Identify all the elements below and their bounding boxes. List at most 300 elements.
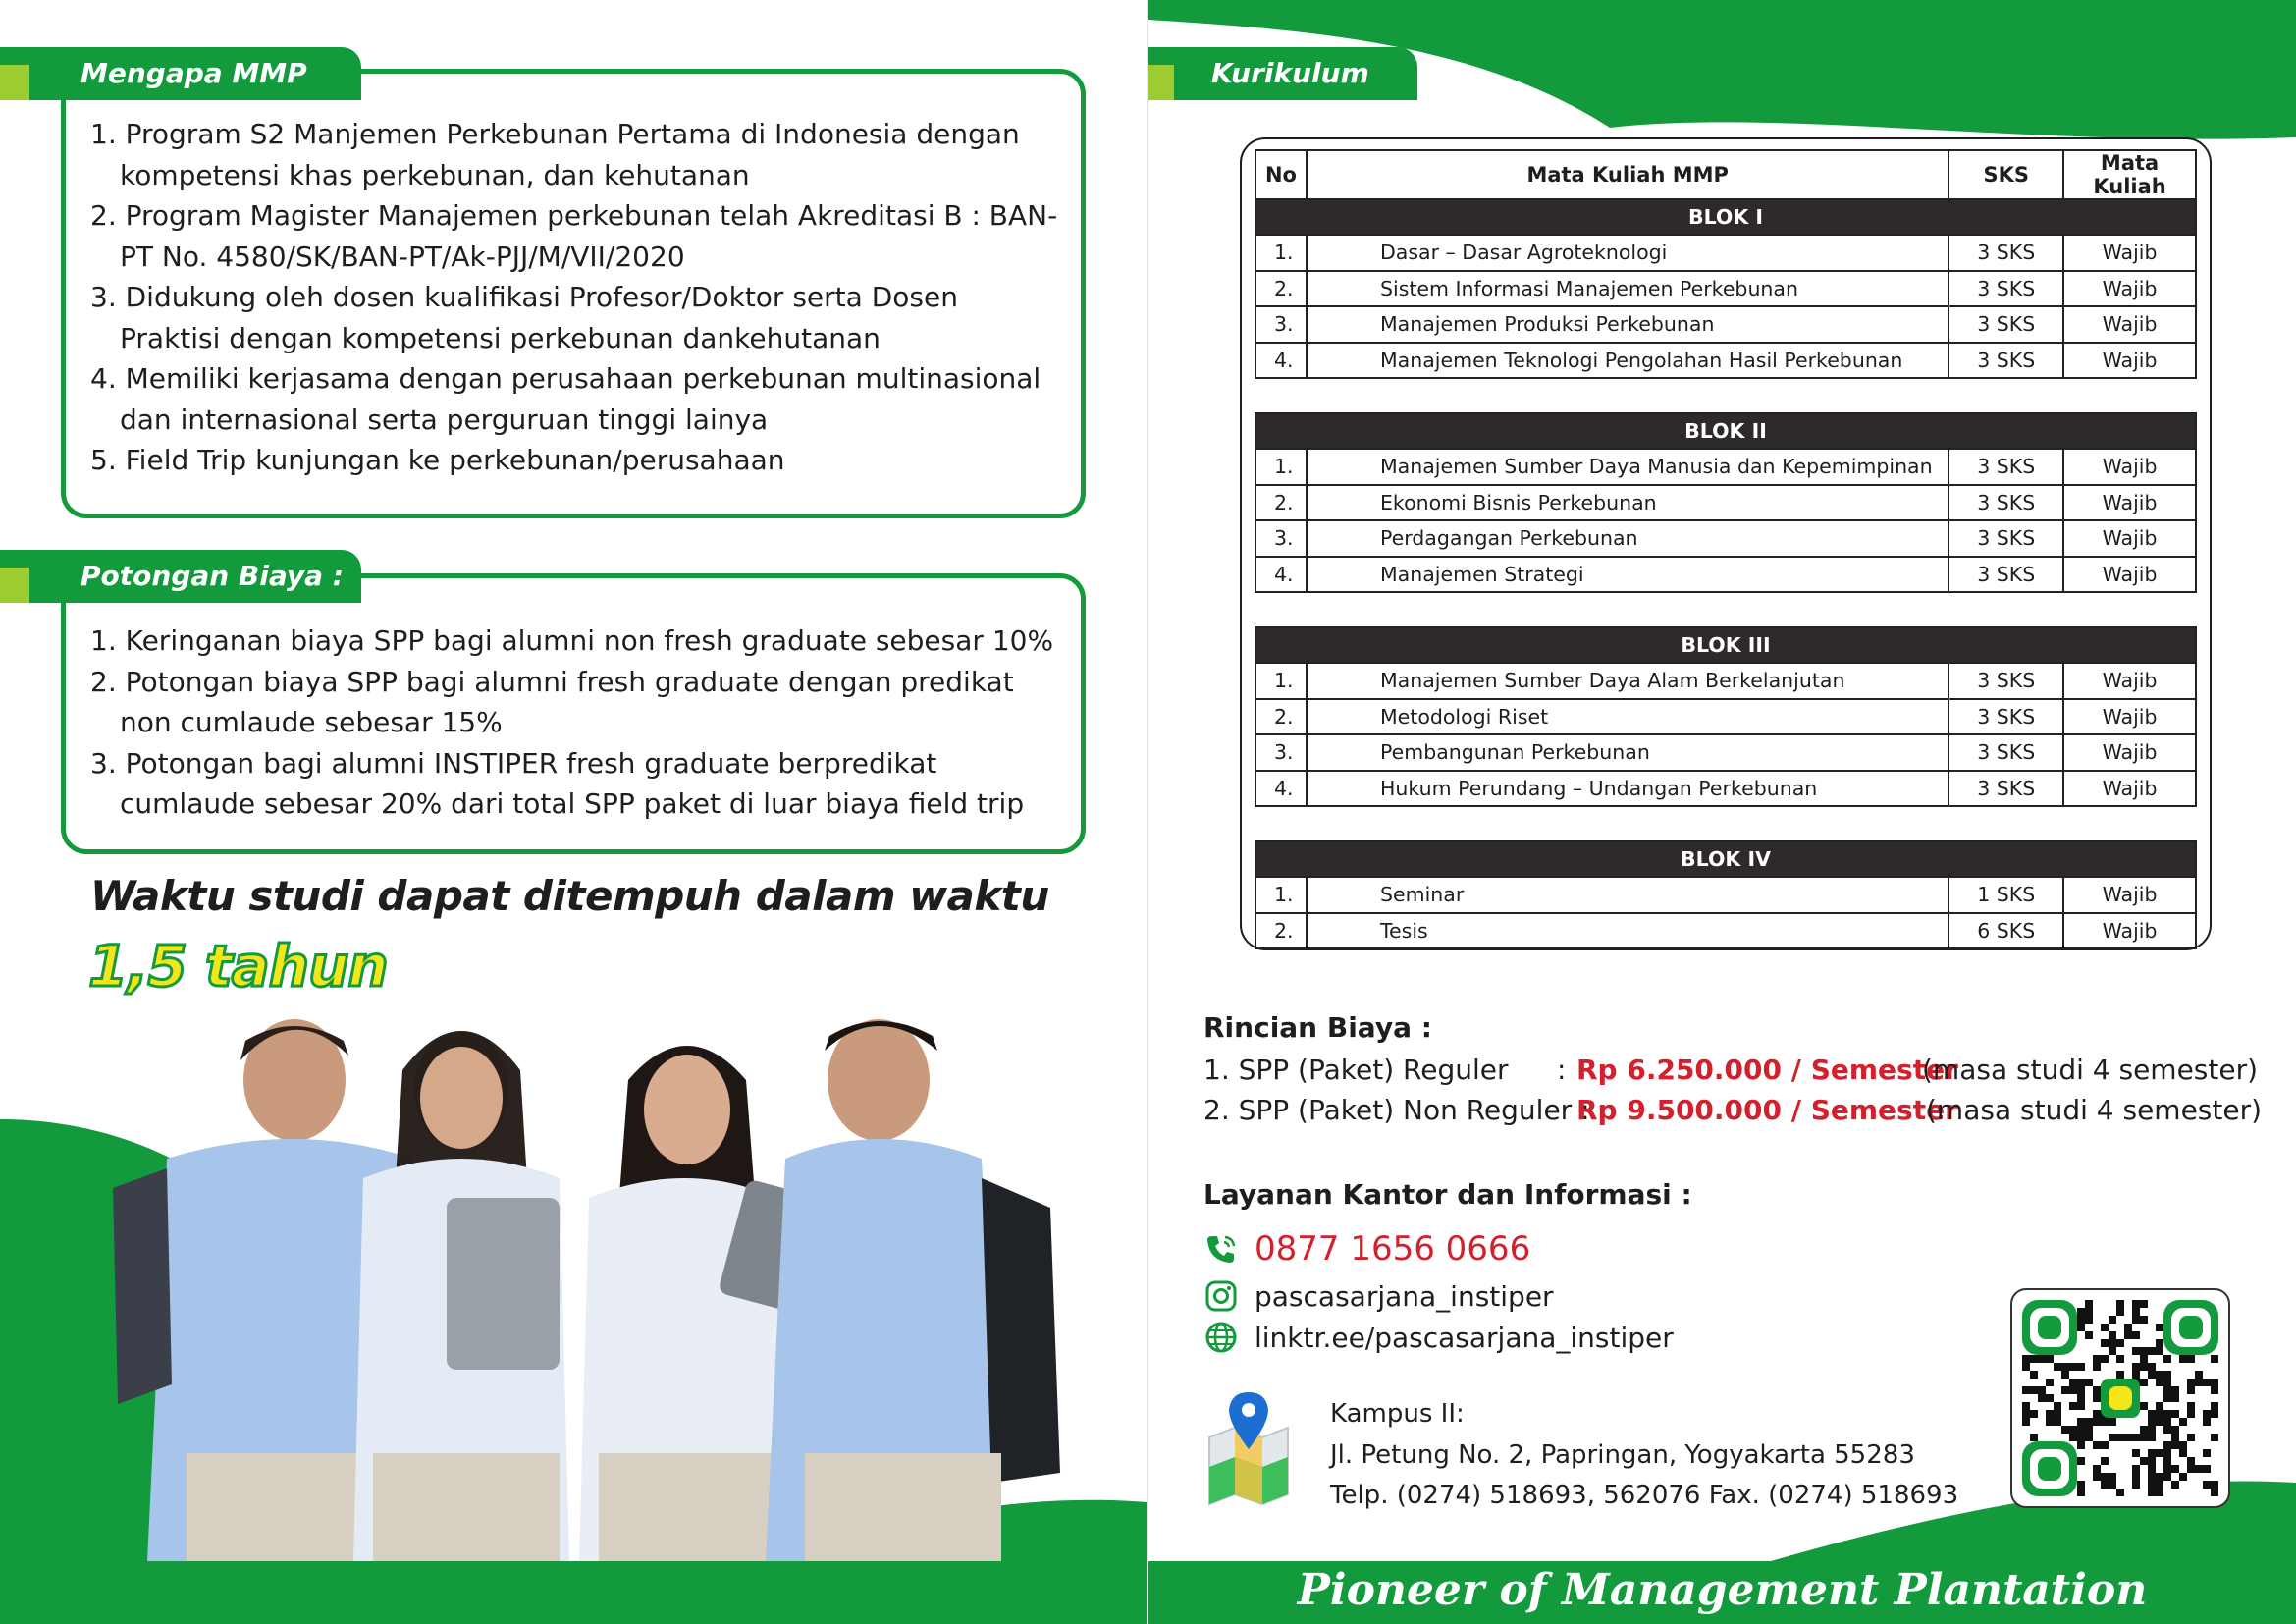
row-no: 3. (1255, 520, 1307, 557)
fees-title: Rincian Biaya : (1203, 1011, 1432, 1044)
qr-module (2187, 1355, 2195, 1363)
table-row (1255, 771, 2196, 807)
qr-code[interactable] (2010, 1288, 2230, 1508)
course-name: Manajemen Produksi Perkebunan (1307, 306, 1949, 343)
block-name: BLOK IV (1255, 841, 2196, 877)
qr-module (2085, 1331, 2093, 1339)
qr-module (2054, 1418, 2061, 1426)
qr-module (2132, 1449, 2140, 1457)
table-row (1255, 520, 2196, 557)
qr-module (2187, 1410, 2195, 1418)
qr-module (2171, 1481, 2179, 1489)
qr-module (2179, 1449, 2187, 1457)
qr-module (2148, 1371, 2156, 1379)
list-item: 5. Field Trip kunjungan ke perkebunan/perusahaan (90, 444, 785, 476)
qr-module (2101, 1481, 2109, 1489)
qr-module (2156, 1473, 2163, 1481)
table-row (1255, 734, 2196, 771)
qr-module (2132, 1331, 2140, 1339)
qr-module (2156, 1481, 2163, 1489)
qr-module (2187, 1457, 2195, 1465)
qr-module (2077, 1316, 2085, 1324)
course-sks: 3 SKS (1949, 557, 2063, 593)
qr-module (2163, 1449, 2171, 1457)
row-no: 4. (1255, 557, 1307, 593)
course-type: Wajib (2063, 771, 2196, 807)
course-type: Wajib (2063, 913, 2196, 949)
discount-tab (0, 550, 361, 603)
qr-module (2093, 1394, 2101, 1402)
qr-module (2069, 1363, 2077, 1371)
qr-module (2093, 1465, 2101, 1473)
fee-row (1203, 1090, 2283, 1130)
qr-module (2030, 1434, 2038, 1441)
qr-module (2132, 1300, 2140, 1308)
qr-module (2140, 1355, 2148, 1363)
qr-pattern (2022, 1300, 2218, 1496)
qr-module (2077, 1426, 2085, 1434)
qr-module (2085, 1308, 2093, 1316)
qr-module (2140, 1457, 2148, 1465)
qr-module (2163, 1410, 2171, 1418)
list-item: 2. Program Magister Manajemen perkebunan telah Akreditasi B : BAN-PT No. 4580/SK/BAN-PT/Ak-PJJ/M/VII/2020 (90, 199, 1058, 273)
table-row (1255, 663, 2196, 699)
map-pin-icon (1201, 1388, 1296, 1506)
course-sks: 3 SKS (1949, 485, 2063, 521)
block-gap (1255, 378, 2196, 413)
fee-label: 1. SPP (Paket) Reguler (1203, 1054, 1509, 1086)
qr-module (2085, 1426, 2093, 1434)
qr-module (2046, 1410, 2054, 1418)
qr-module (2077, 1441, 2085, 1449)
qr-module (2085, 1300, 2093, 1308)
qr-module (2195, 1465, 2203, 1473)
course-name: Metodologi Riset (1307, 699, 1949, 735)
list-item: 3. Potongan bagi alumni INSTIPER fresh graduate berpredikat cumlaude sebesar 20% dari total SPP paket di luar biaya field trip (90, 746, 1025, 820)
qr-module (2179, 1441, 2187, 1449)
students-photo (0, 1011, 1147, 1624)
fee-note: (masa studi 4 semester) (1922, 1054, 2259, 1086)
course-sks: 3 SKS (1949, 734, 2063, 771)
list-item: 1. Program S2 Manjemen Perkebunan Pertama di Indonesia dengan kompetensi khas perkebunan, dan kehutanan (90, 118, 1020, 191)
course-type: Wajib (2063, 557, 2196, 593)
table-row (1255, 485, 2196, 521)
course-name: Hukum Perundang – Undangan Perkebunan (1307, 771, 1949, 807)
qr-module (2124, 1324, 2132, 1331)
qr-module (2124, 1434, 2132, 1441)
course-sks: 3 SKS (1949, 343, 2063, 379)
qr-module (2140, 1426, 2148, 1434)
list-item: 3. Didukung oleh dosen kualifikasi Profesor/Doktor serta Dosen Praktisi dengan kompetensi perkebunan dankehutanan (90, 281, 958, 354)
fee-note: (masa studi 4 semester) (1926, 1094, 2263, 1126)
qr-module (2163, 1386, 2171, 1394)
qr-module (2093, 1355, 2101, 1363)
why-title: Mengapa MMP (80, 57, 307, 89)
qr-module (2061, 1386, 2069, 1394)
qr-module (2069, 1426, 2077, 1434)
qr-module (2030, 1410, 2038, 1418)
table-row (1255, 557, 2196, 593)
course-sks: 3 SKS (1949, 520, 2063, 557)
qr-module (2140, 1434, 2148, 1441)
qr-module (2148, 1473, 2156, 1481)
qr-module (2203, 1410, 2211, 1418)
qr-module (2195, 1379, 2203, 1386)
qr-module (2077, 1363, 2085, 1371)
qr-module (2211, 1410, 2218, 1418)
qr-module (2163, 1473, 2171, 1481)
qr-module (2203, 1379, 2211, 1386)
qr-module (2211, 1386, 2218, 1394)
block-header-row (1255, 841, 2196, 877)
qr-module (2211, 1489, 2218, 1496)
qr-module (2132, 1371, 2140, 1379)
qr-module (2093, 1410, 2101, 1418)
qr-module (2156, 1324, 2163, 1331)
table-header-row (1255, 150, 2196, 199)
qr-module (2124, 1331, 2132, 1339)
qr-module (2046, 1418, 2054, 1426)
qr-module (2077, 1481, 2085, 1489)
block-name: BLOK I (1255, 199, 2196, 235)
row-no: 4. (1255, 343, 1307, 379)
phone-icon (1203, 1231, 1239, 1267)
qr-module (2179, 1355, 2187, 1363)
fee-label: 2. SPP (Paket) Non Reguler : (1203, 1094, 1590, 1126)
why-tab (0, 47, 361, 100)
qr-module (2030, 1386, 2038, 1394)
header-no: No (1255, 150, 1307, 199)
qr-module (2116, 1489, 2124, 1496)
qr-module (2148, 1457, 2156, 1465)
course-name: Seminar (1307, 877, 1949, 913)
row-no: 2. (1255, 699, 1307, 735)
block-name: BLOK III (1255, 627, 2196, 663)
course-type: Wajib (2063, 520, 2196, 557)
fee-row (1203, 1050, 2283, 1090)
qr-module (2077, 1489, 2085, 1496)
qr-module (2109, 1418, 2116, 1426)
row-no: 2. (1255, 271, 1307, 307)
list-item: 2. Potongan biaya SPP bagi alumni fresh graduate dengan predikat non cumlaude sebesar 15% (90, 665, 1014, 738)
qr-module (2163, 1441, 2171, 1449)
qr-module (2140, 1379, 2148, 1386)
qr-module (2022, 1410, 2030, 1418)
qr-module (2085, 1316, 2093, 1324)
block-name: BLOK II (1255, 413, 2196, 449)
tab-accent (1148, 65, 1174, 100)
contact-title: Layanan Kantor dan Informasi : (1203, 1178, 1692, 1211)
qr-module (2054, 1363, 2061, 1371)
qr-module (2030, 1371, 2038, 1379)
block-gap (1255, 592, 2196, 627)
qr-module (2171, 1410, 2179, 1418)
qr-module (2101, 1457, 2109, 1465)
row-no: 1. (1255, 449, 1307, 485)
link-row[interactable] (1203, 1318, 1674, 1357)
qr-module (2163, 1418, 2171, 1426)
study-headline: Waktu studi dapat ditempuh dalam waktu (90, 872, 1049, 920)
course-type: Wajib (2063, 449, 2196, 485)
course-name: Manajemen Teknologi Pengolahan Hasil Perkebunan (1307, 343, 1949, 379)
qr-module (2163, 1457, 2171, 1465)
course-sks: 3 SKS (1949, 663, 2063, 699)
course-name: Manajemen Sumber Daya Alam Berkelanjutan (1307, 663, 1949, 699)
qr-module (2187, 1379, 2195, 1386)
qr-module (2077, 1434, 2085, 1441)
qr-module (2148, 1465, 2156, 1473)
course-type: Wajib (2063, 235, 2196, 271)
block-header-row (1255, 199, 2196, 235)
qr-module (2116, 1339, 2124, 1347)
qr-module (2163, 1355, 2171, 1363)
qr-module (2148, 1410, 2156, 1418)
qr-module (2203, 1449, 2211, 1457)
header-course: Mata Kuliah MMP (1307, 150, 1949, 199)
table-row (1255, 877, 2196, 913)
curriculum-body (1255, 199, 2196, 948)
qr-module (2163, 1394, 2171, 1402)
qr-module (2077, 1457, 2085, 1465)
course-name: Ekonomi Bisnis Perkebunan (1307, 485, 1949, 521)
qr-module (2140, 1363, 2148, 1371)
study-duration: 1,5 tahun (88, 933, 388, 1000)
student-4 (766, 1019, 1060, 1624)
qr-module (2171, 1394, 2179, 1402)
fee-sep: : (1557, 1054, 1567, 1086)
instagram-icon (1203, 1278, 1239, 1314)
qr-module (2140, 1402, 2148, 1410)
header-type: Mata Kuliah (2063, 150, 2196, 199)
phone-number: 0877 1656 0666 (1255, 1229, 1531, 1269)
campus-block (1330, 1394, 1958, 1517)
qr-module (2022, 1418, 2030, 1426)
left-panel (0, 0, 1147, 1624)
qr-module (2101, 1473, 2109, 1481)
block-gap (1255, 806, 2196, 841)
qr-module (2109, 1339, 2116, 1347)
table-row (1255, 306, 2196, 343)
course-name: Manajemen Sumber Daya Manusia dan Kepemimpinan (1307, 449, 1949, 485)
qr-module (2109, 1481, 2116, 1489)
qr-module (2163, 1371, 2171, 1379)
qr-module (2109, 1347, 2116, 1355)
qr-module (2148, 1418, 2156, 1426)
qr-module (2046, 1379, 2054, 1386)
qr-module (2022, 1355, 2030, 1363)
row-no: 3. (1255, 734, 1307, 771)
qr-module (2187, 1434, 2195, 1441)
qr-module (2156, 1402, 2163, 1410)
table-row (1255, 343, 2196, 379)
qr-module (2093, 1363, 2101, 1371)
qr-module (2156, 1371, 2163, 1379)
qr-module (2038, 1394, 2046, 1402)
discount-title: Potongan Biaya : (80, 560, 344, 592)
qr-module (2077, 1394, 2085, 1402)
qr-module (2132, 1434, 2140, 1441)
qr-module (2156, 1449, 2163, 1457)
qr-module (2187, 1465, 2195, 1473)
qr-module (2093, 1418, 2101, 1426)
course-name: Perdagangan Perkebunan (1307, 520, 1949, 557)
row-no: 1. (1255, 235, 1307, 271)
qr-module (2061, 1426, 2069, 1434)
qr-module (2116, 1434, 2124, 1441)
qr-module (2101, 1324, 2109, 1331)
tab-accent (0, 568, 29, 603)
table-row (1255, 913, 2196, 949)
course-type: Wajib (2063, 663, 2196, 699)
row-no: 1. (1255, 877, 1307, 913)
campus-phone: Telp. (0274) 518693, 562076 Fax. (0274) 518693 (1330, 1481, 1959, 1510)
qr-module (2211, 1355, 2218, 1363)
header-sks: SKS (1949, 150, 2063, 199)
qr-module (2085, 1379, 2093, 1386)
qr-module (2101, 1418, 2109, 1426)
row-no: 2. (1255, 913, 1307, 949)
qr-module (2022, 1386, 2030, 1394)
qr-module (2211, 1434, 2218, 1441)
qr-module (2132, 1465, 2140, 1473)
qr-module (2109, 1434, 2116, 1441)
qr-module (2140, 1300, 2148, 1308)
qr-module (2187, 1386, 2195, 1394)
qr-module (2030, 1355, 2038, 1363)
qr-module (2156, 1347, 2163, 1355)
qr-module (2148, 1347, 2156, 1355)
qr-module (2163, 1379, 2171, 1386)
qr-module (2148, 1489, 2156, 1496)
qr-module (2116, 1308, 2124, 1316)
qr-module (2203, 1481, 2211, 1489)
qr-module (2156, 1418, 2163, 1426)
curriculum-title: Kurikulum (1211, 57, 1369, 89)
qr-module (2109, 1386, 2132, 1410)
qr-module (2054, 1410, 2061, 1418)
row-no: 4. (1255, 771, 1307, 807)
qr-module (2085, 1434, 2093, 1441)
course-sks: 6 SKS (1949, 913, 2063, 949)
row-no: 2. (1255, 485, 1307, 521)
qr-module (2101, 1355, 2109, 1363)
curriculum-table (1255, 149, 2197, 949)
qr-module (2077, 1402, 2085, 1410)
qr-module (2077, 1308, 2085, 1316)
curriculum-tab (1148, 47, 1417, 100)
qr-module (2069, 1434, 2077, 1441)
qr-module (2132, 1308, 2140, 1316)
qr-module (2022, 1402, 2030, 1410)
qr-module (2077, 1324, 2085, 1331)
course-type: Wajib (2063, 734, 2196, 771)
campus-address: Jl. Petung No. 2, Papringan, Yogyakarta 55283 (1330, 1439, 1915, 1470)
qr-module (2148, 1449, 2156, 1457)
qr-module (2171, 1426, 2179, 1434)
qr-module (2038, 1386, 2046, 1394)
qr-module (2132, 1316, 2140, 1324)
course-type: Wajib (2063, 271, 2196, 307)
qr-module (2195, 1371, 2203, 1379)
qr-module (2046, 1394, 2054, 1402)
qr-module (2179, 1473, 2187, 1481)
qr-module (2054, 1402, 2061, 1410)
qr-module (2171, 1434, 2179, 1441)
course-type: Wajib (2063, 306, 2196, 343)
qr-module (2116, 1371, 2124, 1379)
qr-module (2093, 1441, 2101, 1449)
course-name: Pembangunan Perkebunan (1307, 734, 1949, 771)
qr-module (2069, 1379, 2077, 1386)
qr-module (2148, 1363, 2156, 1371)
qr-module (2061, 1371, 2069, 1379)
block-header-row (1255, 627, 2196, 663)
qr-module (2171, 1465, 2179, 1473)
qr-module (2156, 1410, 2163, 1418)
course-type: Wajib (2063, 343, 2196, 379)
student-2 (353, 1031, 569, 1624)
qr-module (2156, 1339, 2163, 1347)
qr-module (2171, 1441, 2179, 1449)
instagram-handle: pascasarjana_instiper (1255, 1279, 1554, 1313)
qr-module (2093, 1386, 2101, 1394)
qr-module (2109, 1331, 2116, 1339)
course-type: Wajib (2063, 699, 2196, 735)
qr-module (2101, 1441, 2109, 1449)
row-no: 3. (1255, 306, 1307, 343)
qr-module (2077, 1386, 2085, 1394)
qr-module (2101, 1339, 2109, 1347)
qr-module (2109, 1473, 2116, 1481)
table-row (1255, 235, 2196, 271)
qr-module (2179, 1418, 2187, 1426)
course-sks: 3 SKS (1949, 306, 2063, 343)
campus-label: Kampus II: (1330, 1399, 1465, 1429)
qr-module (2179, 1316, 2203, 1339)
instagram-row[interactable] (1203, 1276, 1554, 1316)
qr-module (2163, 1465, 2171, 1473)
qr-module (2132, 1363, 2140, 1371)
fee-price: Rp 9.500.000 / Semester (1576, 1094, 1958, 1126)
row-no: 1. (1255, 663, 1307, 699)
qr-module (2093, 1473, 2101, 1481)
fee-price: Rp 6.250.000 / Semester (1576, 1054, 1958, 1086)
qr-module (2148, 1434, 2156, 1441)
course-sks: 3 SKS (1949, 235, 2063, 271)
qr-module (2038, 1355, 2046, 1363)
qr-module (2171, 1386, 2179, 1394)
qr-module (2140, 1316, 2148, 1324)
qr-module (2132, 1481, 2140, 1489)
qr-module (2038, 1457, 2061, 1481)
qr-module (2077, 1418, 2085, 1426)
table-row (1255, 271, 2196, 307)
qr-module (2116, 1355, 2124, 1363)
qr-module (2077, 1379, 2085, 1386)
qr-module (2069, 1402, 2077, 1410)
phone-row[interactable] (1203, 1227, 1530, 1271)
qr-module (2187, 1402, 2195, 1410)
course-sks: 3 SKS (1949, 271, 2063, 307)
course-sks: 3 SKS (1949, 699, 2063, 735)
course-sks: 1 SKS (1949, 877, 2063, 913)
qr-module (2038, 1316, 2061, 1339)
qr-module (2140, 1347, 2148, 1355)
course-type: Wajib (2063, 877, 2196, 913)
list-item: 4. Memiliki kerjasama dengan perusahaan perkebunan multinasional dan internasional serta perguruan tinggi lainya (90, 362, 1041, 436)
qr-module (2046, 1355, 2054, 1363)
table-row (1255, 699, 2196, 735)
